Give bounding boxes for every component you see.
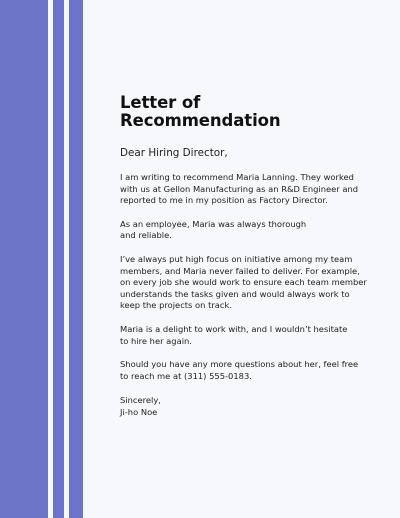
paragraph-line: I am writing to recommend Maria Lanning. They worked [120, 172, 354, 182]
letter-body [120, 94, 368, 419]
paragraph-line: understands the tasks given and would always work to [120, 288, 350, 299]
paragraph-line: with us at Gellon Manufacturing as an R&D Engineer and [120, 183, 359, 194]
paragraph-initiative [120, 254, 368, 312]
paragraph-line: keep the projects on track. [120, 300, 232, 311]
paragraph-delight [120, 324, 368, 347]
paragraph-line: to hire her again. [120, 335, 192, 346]
paragraph-contact [120, 359, 368, 382]
accent-stripe-wide [0, 0, 48, 518]
signature-name: Ji-ho Noe [120, 406, 158, 417]
title-line-2: Recommendation [120, 111, 281, 130]
accent-stripe-thin [53, 0, 64, 518]
paragraph-line: As an employee, Maria was always thorough [120, 218, 307, 229]
paragraph-employee [120, 219, 368, 242]
paragraph-line: I’ve always put high focus on initiative among my team [120, 253, 353, 264]
paragraph-line: Maria is a delight to work with, and I wouldn’t hesitate [120, 323, 348, 334]
closing-text: Sincerely, [120, 395, 161, 406]
paragraph-line: on every job she would work to ensure each team member [120, 277, 367, 288]
paragraph-line: reported to me in my position as Factory Director. [120, 195, 328, 206]
paragraph-line: members, and Maria never failed to deliver. For example, [120, 265, 360, 276]
paragraph-introduction [120, 172, 368, 207]
letter-closing [120, 395, 368, 418]
paragraph-line: to reach me at (311) 555-0183. [120, 370, 252, 381]
title-line-1: Letter of [120, 93, 201, 112]
paragraph-line: and reliable. [120, 230, 172, 241]
accent-stripe-narrow [69, 0, 83, 518]
paragraph-line: Should you have any more questions about her, feel free [120, 359, 359, 370]
letter-title [120, 94, 368, 130]
salutation: Dear Hiring Director, [120, 147, 228, 159]
